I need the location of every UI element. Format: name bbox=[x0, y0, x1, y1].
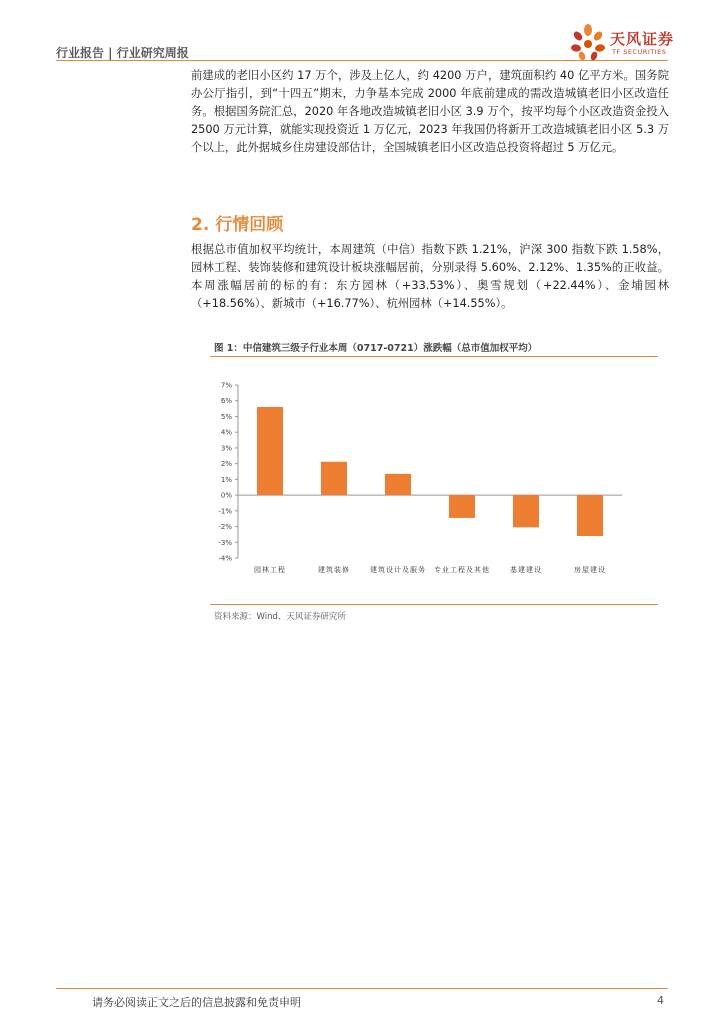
bar-1 bbox=[257, 407, 283, 495]
y-tick-label: 6% bbox=[220, 397, 232, 406]
y-tick-label: -4% bbox=[218, 554, 232, 563]
y-tick-label: 7% bbox=[220, 381, 232, 390]
y-tick-label: 2% bbox=[220, 460, 232, 469]
y-tick-label: 1% bbox=[220, 475, 232, 484]
figure-bottom-divider bbox=[210, 604, 658, 605]
bar-3 bbox=[385, 474, 411, 495]
y-tick-label: 0% bbox=[220, 491, 232, 500]
bar-6 bbox=[577, 495, 603, 536]
y-tick-label: 4% bbox=[220, 428, 232, 437]
bar-2 bbox=[321, 462, 347, 495]
x-tick-label: 专业工程及其他 bbox=[434, 566, 490, 574]
x-tick-label: 建筑设计及服务 bbox=[370, 566, 426, 574]
x-tick-label: 园林工程 bbox=[254, 566, 286, 574]
header-title: 行业报告 | 行业研究周报 bbox=[56, 46, 189, 60]
y-tick-label: 3% bbox=[220, 444, 232, 453]
x-tick-label: 基建建设 bbox=[510, 566, 542, 574]
company-logo bbox=[568, 22, 678, 62]
x-tick-label: 房屋建设 bbox=[574, 566, 606, 574]
logo-subtitle: TF SECURITIES bbox=[612, 48, 667, 56]
figure-title: 图 1：中信建筑三级子行业本周（0717-0721）涨跌幅（总市值加权平均） bbox=[214, 343, 538, 354]
section-title: 2. 行情回顾 bbox=[191, 215, 284, 235]
bar-chart bbox=[210, 370, 658, 590]
footer-disclaimer: 请务必阅读正文之后的信息披露和免责申明 bbox=[92, 996, 301, 1009]
body-paragraph-2: 根据总市值加权平均统计，本周建筑（中信）指数下跌 1.21%，沪深 300 指数下跌 1.58%，园林工程、装饰装修和建筑设计板块涨幅居前，分别录得 5.60%、2.12%、1.35%的正收益。本周涨幅居前的标的有：东方园林（+33.53%）、奥雪规划（+22.44%）、金埔园林（+18.56%）、新城市（+16.77%）、杭州园林（+14.55%）。 bbox=[191, 243, 669, 310]
y-tick-label: -2% bbox=[218, 523, 232, 532]
bar-5 bbox=[513, 495, 539, 527]
y-tick-label: -1% bbox=[218, 507, 232, 516]
body-paragraph-1: 前建成的老旧小区约 17 万个，涉及上亿人，约 4200 万户，建筑面积约 40 亿平方米。国务院办公厅指引，到“十四五”期末，力争基本完成 2000 年底前建成的需改造城镇老旧小区改造任务。根据国务院汇总，2020 年各地改造城镇老旧小区 3.9 万个，按平均每个小区改造资金投入 2500 万元计算，就能实现投资近 1 万亿元，2023 年我国仍将新开工改造城镇老旧小区 5.3 万个以上，此外据城乡住房建设部估计，全国城镇老旧小区改造总投资将超过 5 万亿元。 bbox=[191, 69, 669, 154]
y-tick-label: 5% bbox=[220, 412, 232, 421]
page-number: 4 bbox=[657, 994, 664, 1007]
y-tick-label: -3% bbox=[218, 538, 232, 547]
logo-mark-icon bbox=[568, 22, 608, 62]
logo-name: 天风证券 bbox=[610, 30, 675, 48]
figure-top-divider bbox=[210, 356, 658, 357]
x-tick-label: 建筑装修 bbox=[318, 566, 350, 574]
bar-4 bbox=[449, 495, 475, 518]
figure-source: 资料来源：Wind、天风证券研究所 bbox=[214, 612, 346, 622]
footer-divider bbox=[56, 988, 668, 989]
